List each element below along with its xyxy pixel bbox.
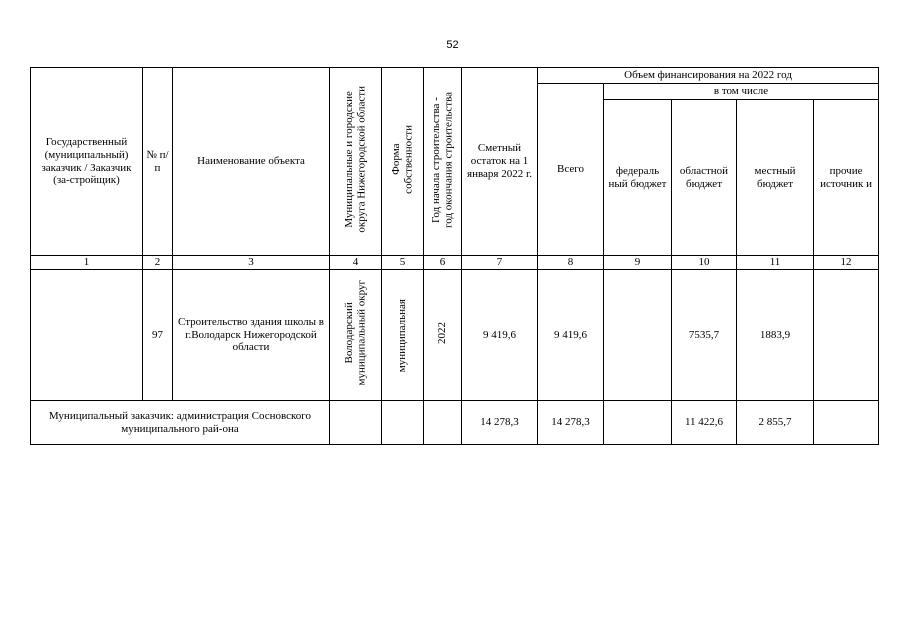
column-number: 12	[814, 256, 879, 270]
column-number: 3	[173, 256, 330, 270]
summary-label: Муниципальный заказчик: администрация Сосновского муниципального рай-она	[31, 401, 330, 445]
row-remainder: 9 419,6	[462, 270, 538, 401]
header-ownership-cell	[382, 68, 424, 256]
row-ownership: муниципальная	[396, 299, 409, 373]
header-object-name: Наименование объекта	[173, 68, 330, 256]
row-regional: 7535,7	[672, 270, 737, 401]
column-number: 7	[462, 256, 538, 270]
header-years: Год начала строительства - год окончания строительства	[430, 91, 455, 228]
row-years-cell	[424, 270, 462, 401]
row-local: 1883,9	[737, 270, 814, 401]
column-number: 4	[330, 256, 382, 270]
header-regional: областной бюджет	[672, 100, 737, 256]
page-number: 52	[446, 39, 459, 51]
summary-empty-cell	[330, 401, 382, 445]
column-number: 9	[604, 256, 672, 270]
header-other: прочие источник и	[814, 100, 879, 256]
column-number: 11	[737, 256, 814, 270]
header-years-cell	[424, 68, 462, 256]
row-municipality-cell	[330, 270, 382, 401]
summary-empty-cell	[382, 401, 424, 445]
summary-local: 2 855,7	[737, 401, 814, 445]
summary-regional: 11 422,6	[672, 401, 737, 445]
header-number: № п/п	[143, 68, 173, 256]
column-number: 6	[424, 256, 462, 270]
header-financing: Объем финансирования на 2022 год	[538, 68, 879, 84]
header-remainder: Сметный остаток на 1 января 2022 г.	[462, 68, 538, 256]
header-ownership: Форма собственности	[390, 125, 415, 194]
header-federal: федераль ный бюджет	[604, 100, 672, 256]
summary-federal	[604, 401, 672, 445]
column-number: 8	[538, 256, 604, 270]
header-customer: Государственный (муниципальный) заказчик / Заказчик (за-стройщик)	[31, 68, 143, 256]
row-total: 9 419,6	[538, 270, 604, 401]
row-municipality: Володарский муниципальный округ	[343, 280, 368, 386]
financing-table	[30, 67, 879, 445]
summary-remainder: 14 278,3	[462, 401, 538, 445]
header-local: местный бюджет	[737, 100, 814, 256]
summary-empty-cell	[424, 401, 462, 445]
summary-other	[814, 401, 879, 445]
summary-total: 14 278,3	[538, 401, 604, 445]
table-row	[31, 270, 879, 401]
column-number: 10	[672, 256, 737, 270]
row-years: 2022	[436, 322, 449, 345]
header-including: в том числе	[604, 84, 879, 100]
summary-row	[31, 401, 879, 445]
header-total: Всего	[538, 84, 604, 256]
row-customer	[31, 270, 143, 401]
column-number: 5	[382, 256, 424, 270]
row-other	[814, 270, 879, 401]
row-object-name: Строительство здания школы в г.Володарск Нижегородской области	[173, 270, 330, 401]
row-ownership-cell	[382, 270, 424, 401]
row-federal	[604, 270, 672, 401]
header-municipality: Муниципальные и городские округа Нижегородской области	[343, 86, 368, 233]
column-number: 1	[31, 256, 143, 270]
row-number: 97	[143, 270, 173, 401]
column-number: 2	[143, 256, 173, 270]
header-municipality-cell	[330, 68, 382, 256]
